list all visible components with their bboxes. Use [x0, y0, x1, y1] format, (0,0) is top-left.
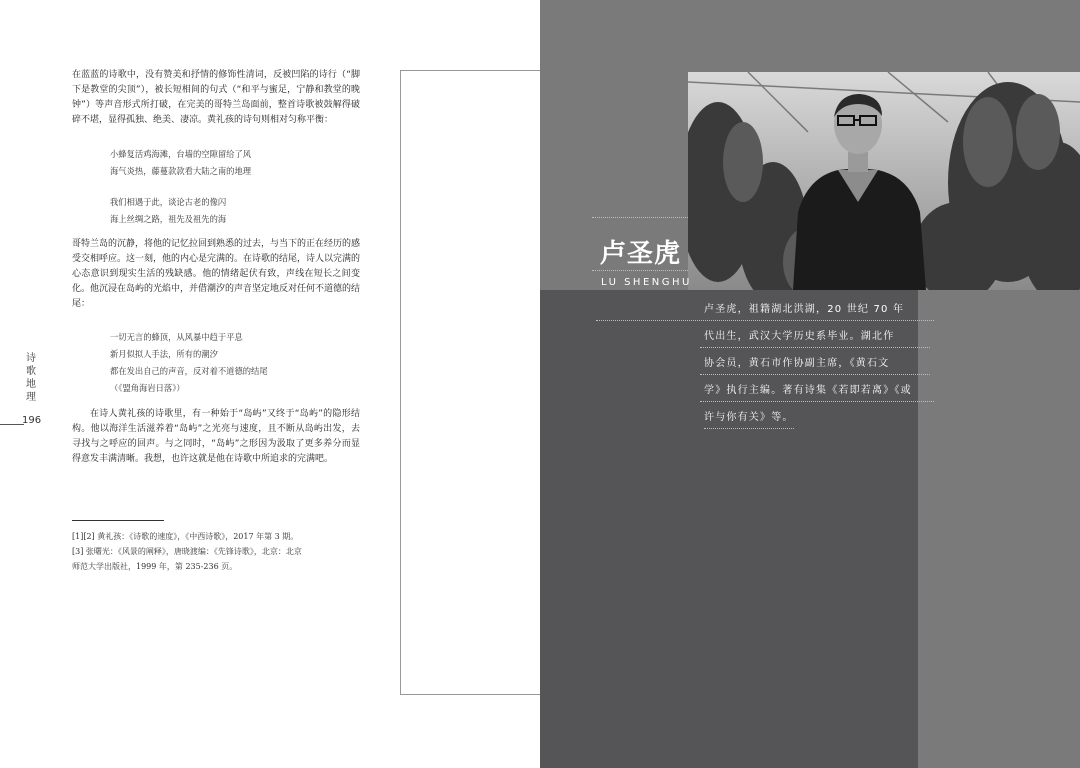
- page-number: 196: [22, 415, 42, 426]
- verse-line: 小蜂复活鸡海滩，台墙的空隙留给了风: [110, 149, 252, 159]
- light-gray-strip: [918, 290, 1080, 768]
- footnote-rule: [72, 520, 164, 521]
- footnote: [3] 张曙光：《风景的阐释》，唐晓渡编：《先锋诗歌》，北京：北京: [72, 547, 302, 556]
- verse-block-1: [110, 146, 370, 180]
- bio-line: 卢圣虎，祖籍湖北洪湖，20 世纪 70 年: [704, 304, 905, 315]
- verse-line: 一切无言的蜂顶，从风暴中趋于平息: [110, 332, 243, 342]
- bio-line: 许与你有关》等。: [704, 412, 794, 423]
- bio-line: 协会员，黄石市作协副主席，《黄石文: [704, 358, 890, 369]
- running-title-char: 地: [26, 379, 36, 390]
- running-title-char: 诗: [26, 353, 36, 364]
- author-photo-illustration: [688, 72, 1080, 290]
- bio-line: 学》执行主编。著有诗集《若即若离》《或: [704, 385, 912, 396]
- author-photo: [688, 72, 1080, 290]
- verse-citation: （《盟角海岩日落》）: [110, 383, 185, 393]
- verse-line: 海气炎热，藤蔓款款看大陆之南的地理: [110, 166, 252, 176]
- verse-block-2: [110, 194, 370, 228]
- author-name-en: LU SHENGHU: [601, 277, 692, 288]
- page-number-rule: [0, 424, 24, 425]
- verse-line: 都在发出自己的声音，反对着不道德的结尾: [110, 366, 268, 376]
- paragraph-2: 哥特兰岛的沉静，将他的记忆拉回到熟悉的过去，与当下的正在经历的感受交相呼应。这一刻，他的内心是完满的。在诗歌的结尾，诗人以完满的心态意识到现实生活的残缺感。他的情绪起伏有致，声线在短长之间变化。他沉浸在岛屿的光焰中，并借潮汐的声音坚定地反对任何不道德的结尾：: [72, 239, 361, 309]
- bio-line: 代出生，武汉大学历史系毕业。湖北作: [704, 331, 895, 342]
- footnotes: [72, 529, 362, 574]
- verse-line: 新月似拟人手法，所有的潮汐: [110, 349, 218, 359]
- footnote: 师范大学出版社，1999 年，第 235-236 页。: [72, 562, 238, 571]
- footnote: [1][2] 黄礼孩：《诗歌的速度》，《中西诗歌》，2017 年第 3 期。: [72, 532, 299, 541]
- dotted-rule: [592, 270, 688, 271]
- verse-line: 我们相遇于此，谈论古老的像闪: [110, 197, 227, 207]
- running-title-char: 歌: [26, 366, 36, 377]
- verse-block-3: [110, 329, 370, 397]
- author-name-zh: 卢圣虎: [600, 239, 682, 269]
- author-bio: [704, 296, 926, 431]
- paragraph-3: 在诗人黄礼孩的诗歌里，有一种始于“岛屿”又终于“岛屿”的隐形结构。他以海洋生活滋养着“岛屿”之光亮与速度，且不断从岛屿出发，去寻找与之呼应的回声。与之同时，“岛屿”之形因为汲取了更多养分而显得意发丰满清晰。我想，也许这就是他在诗歌中所追求的完满吧。: [72, 409, 360, 464]
- paragraph-1: 在蓝蓝的诗歌中，没有赞美和抒情的修饰性清词，反被凹陷的诗行（“脚下是教堂的尖顶”），被长短相间的句式（“和平与蜜足，宁静和教堂的晚钟”）等声音形式所打破，在完美的哥特兰岛面前，整首诗歌被鼓解得破碎不堪，显得孤独、绝美、凄凉。黄礼孩的诗句则相对匀称平衡：: [72, 70, 360, 125]
- running-title-char: 理: [26, 392, 36, 403]
- dotted-rule: [592, 217, 688, 218]
- verse-line: 海上丝绸之路，祖先及祖先的海: [110, 214, 227, 224]
- decorative-frame: [400, 70, 540, 695]
- running-title: [24, 352, 38, 404]
